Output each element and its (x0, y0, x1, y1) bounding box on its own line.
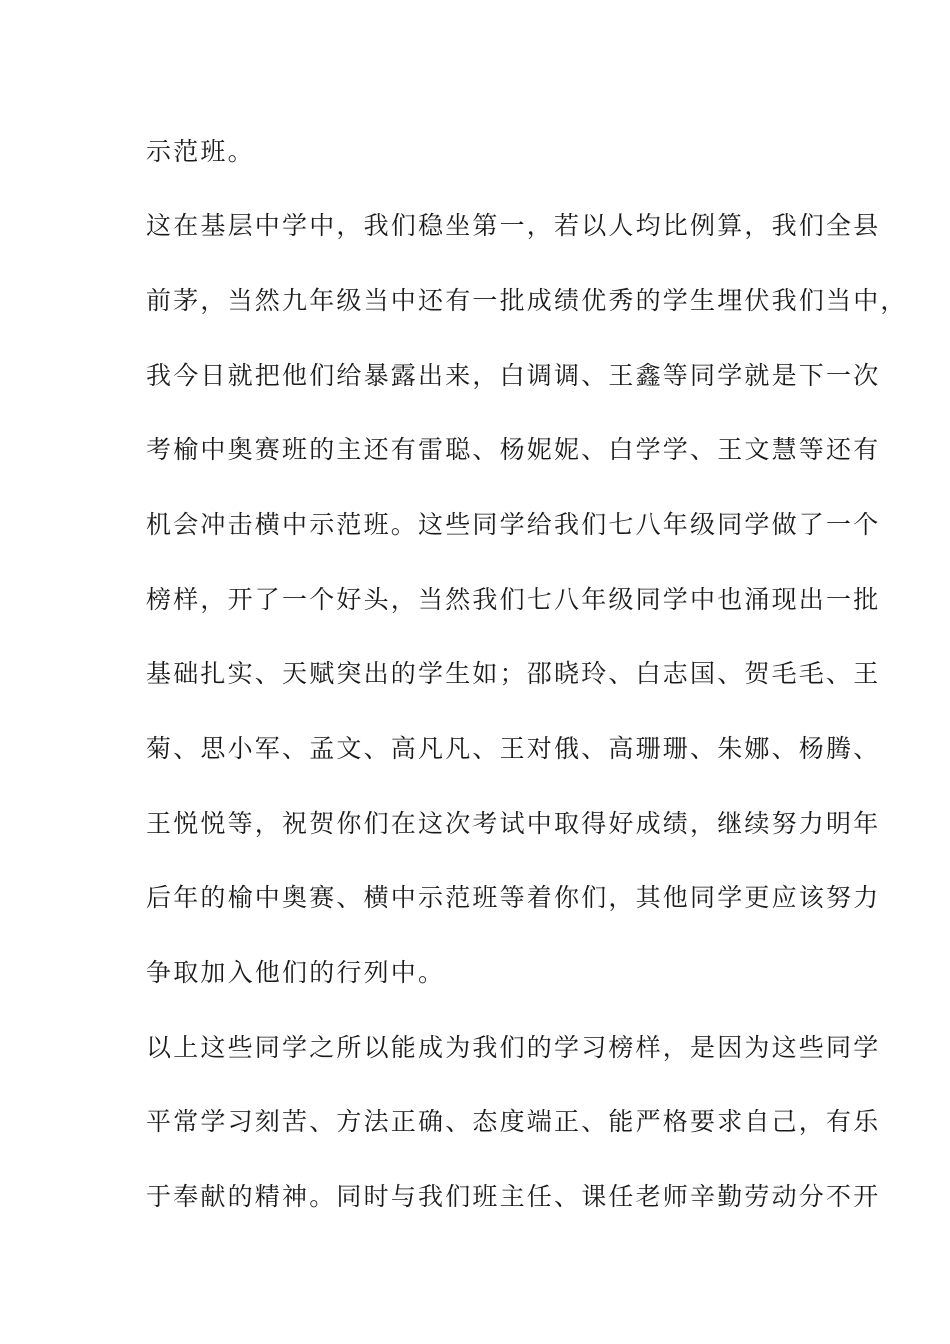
text-line-9: 菊、思小军、孟文、高凡凡、王对俄、高珊珊、朱娜、杨腾、 (146, 734, 881, 763)
text-line-2: 这在基层中学中，我们稳坐第一，若以人均比例算，我们全县 (146, 211, 881, 240)
text-line-1: 示范班。 (146, 137, 255, 166)
text-line-15: 于奉献的精神。同时与我们班主任、课任老师辛勤劳动分不开 (146, 1182, 881, 1211)
text-line-10: 王悦悦等，祝贺你们在这次考试中取得好成绩，继续努力明年 (146, 809, 881, 838)
text-line-12: 争取加入他们的行列中。 (146, 958, 446, 987)
text-line-13: 以上这些同学之所以能成为我们的学习榜样，是因为这些同学 (146, 1033, 881, 1062)
text-line-3: 前茅，当然九年级当中还有一批成绩优秀的学生埋伏我们当中， (146, 286, 908, 315)
text-line-5: 考榆中奥赛班的主还有雷聪、杨妮妮、白学学、王文慧等还有 (146, 435, 881, 464)
text-line-7: 榜样，开了一个好头，当然我们七八年级同学中也涌现出一批 (146, 585, 881, 614)
text-line-8: 基础扎实、天赋突出的学生如；邵晓玲、白志国、贺毛毛、王 (146, 659, 881, 688)
text-line-14: 平常学习刻苦、方法正确、态度端正、能严格要求自己，有乐 (146, 1107, 881, 1136)
text-line-11: 后年的榆中奥赛、横中示范班等着你们，其他同学更应该努力 (146, 883, 881, 912)
text-line-6: 机会冲击横中示范班。这些同学给我们七八年级同学做了一个 (146, 510, 881, 539)
text-line-4: 我今日就把他们给暴露出来，白调调、王鑫等同学就是下一次 (146, 361, 881, 390)
